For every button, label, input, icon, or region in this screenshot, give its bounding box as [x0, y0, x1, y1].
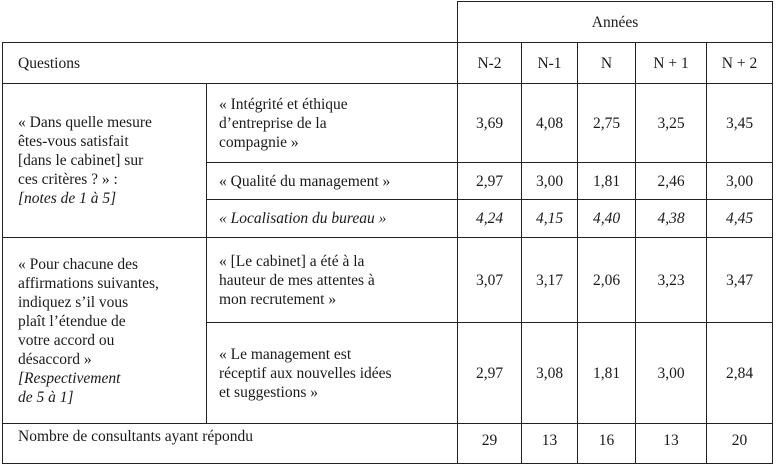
value-cell: 3,23: [636, 238, 707, 323]
value-cell: 4,24: [458, 200, 522, 238]
criterion-line: mon recrutement »: [219, 290, 337, 308]
question-line: votre accord ou: [18, 331, 115, 349]
questions-header: Questions: [3, 43, 458, 84]
criterion-line: « Le management est: [219, 345, 352, 363]
value-cell: 3,00: [636, 323, 707, 424]
criterion-line: « Intégrité et éthique: [219, 95, 348, 113]
criterion-line: « [Le cabinet] a été à la: [219, 252, 365, 270]
value-cell: 4,38: [636, 200, 707, 238]
value-cell: 1,81: [578, 323, 636, 424]
value-cell: 2,06: [578, 238, 636, 323]
criterion-line: hauteur de mes attentes à: [219, 271, 375, 289]
respondents-count: 13: [636, 424, 707, 464]
respondents-count: 29: [458, 424, 522, 464]
criterion-line: compagnie »: [219, 133, 299, 151]
value-cell: 3,45: [707, 84, 773, 163]
criterion-cell: [207, 200, 458, 238]
value-cell: 3,00: [707, 163, 773, 200]
value-cell: 3,17: [522, 238, 578, 323]
value-cell: 3,07: [458, 238, 522, 323]
table-wrapper: [2, 1, 773, 464]
value-cell: 3,00: [522, 163, 578, 200]
value-cell: 2,84: [707, 323, 773, 424]
value-cell: 3,47: [707, 238, 773, 323]
column-header: N + 2: [707, 43, 773, 84]
question-line: désaccord »: [18, 350, 92, 368]
respondents-label: Nombre de consultants ayant répondu: [3, 424, 458, 464]
criterion-line: et suggestions »: [219, 383, 319, 401]
criterion-line: d’entreprise de la: [219, 114, 327, 132]
respondents-count: 20: [707, 424, 773, 464]
years-header: Années: [458, 2, 773, 43]
criterion-line: « Localisation du bureau »: [219, 210, 387, 227]
value-cell: 2,75: [578, 84, 636, 163]
value-cell: 4,08: [522, 84, 578, 163]
question-line: affirmations suivantes,: [18, 274, 159, 292]
value-cell: 1,81: [578, 163, 636, 200]
question-line: êtes-vous satisfait: [18, 133, 129, 150]
criterion-line: « Qualité du management »: [219, 172, 391, 190]
value-cell: 3,25: [636, 84, 707, 163]
question-line: [notes de 1 à 5]: [18, 190, 117, 207]
criterion-cell: [207, 323, 458, 424]
survey-table: [2, 1, 773, 464]
criterion-line: réceptif aux nouvelles idées: [219, 364, 392, 382]
criterion-cell: [207, 238, 458, 323]
value-cell: 4,15: [522, 200, 578, 238]
header-blank: [3, 2, 458, 43]
question-line: plaît l’étendue de: [18, 312, 126, 330]
respondents-count: 16: [578, 424, 636, 464]
question-cell: [3, 238, 207, 424]
question-line: indiquez s’il vous: [18, 293, 129, 311]
criterion-cell: [207, 163, 458, 200]
value-cell: 4,40: [578, 200, 636, 238]
column-header: N + 1: [636, 43, 707, 84]
question-cell: [3, 84, 207, 238]
value-cell: 2,97: [458, 163, 522, 200]
column-header: N: [578, 43, 636, 84]
criterion-cell: [207, 84, 458, 163]
value-cell: 4,45: [707, 200, 773, 238]
value-cell: 3,69: [458, 84, 522, 163]
value-cell: 2,97: [458, 323, 522, 424]
column-header: N-1: [522, 43, 578, 84]
value-cell: 2,46: [636, 163, 707, 200]
question-line: « Pour chacune des: [18, 255, 139, 273]
question-line: ces critères ? » :: [18, 171, 118, 188]
value-cell: 3,08: [522, 323, 578, 424]
question-line: [Respectivement: [18, 369, 121, 387]
question-line: [dans le cabinet] sur: [18, 152, 144, 169]
question-line: « Dans quelle mesure: [18, 114, 152, 131]
question-line: de 5 à 1]: [18, 388, 74, 406]
column-header: N-2: [458, 43, 522, 84]
respondents-count: 13: [522, 424, 578, 464]
